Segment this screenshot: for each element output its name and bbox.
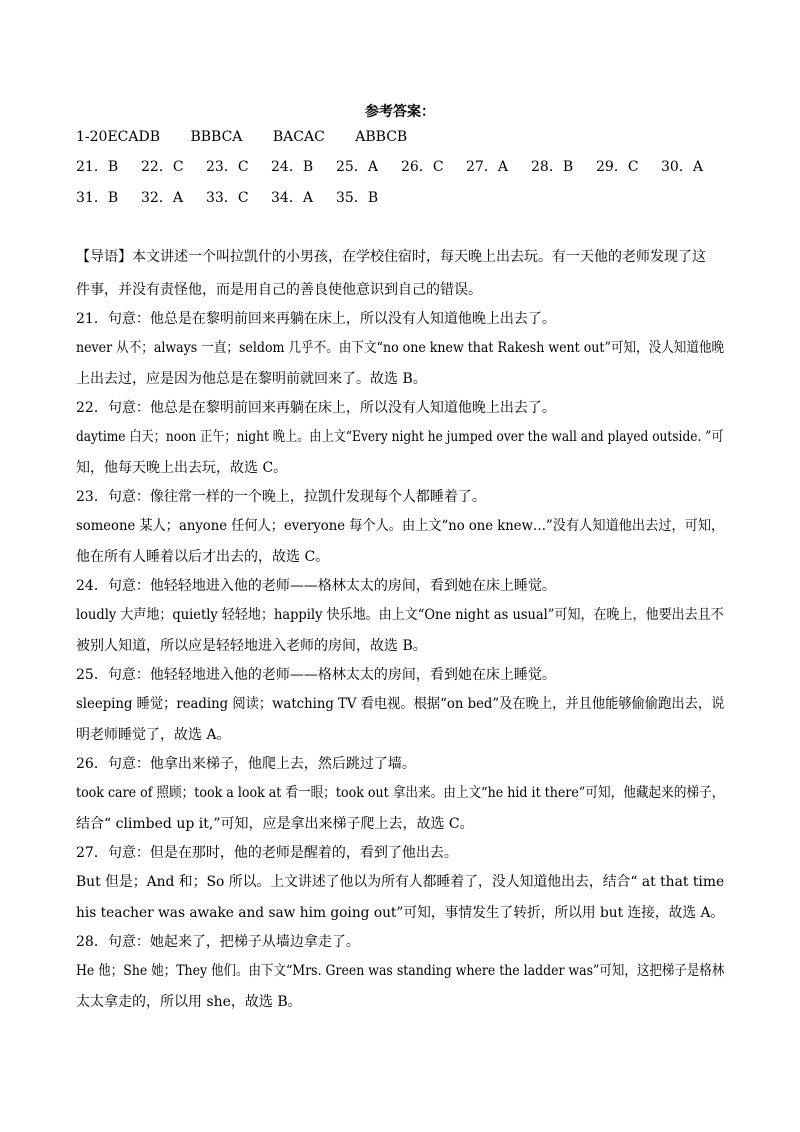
text-line: 24．句意：他轻轻地进入他的老师——格林太太的房间，看到她在床上睡觉。	[76, 578, 556, 594]
text-line: 件事，并没有责怪他，而是用自己的善良使他意识到自己的错误。	[76, 282, 482, 298]
text-line: 23．句意：像往常一样的一个晚上，拉凯什发现每个人都睡着了。	[76, 489, 486, 505]
answer-cell: 26．C	[401, 159, 444, 175]
answer-cell: 25．A	[336, 159, 378, 175]
answer-row-3	[76, 189, 401, 207]
text-line: daytime 白天；noon 正午；night 晚上。由上文“Every night he jumped over the wall and played outside. ”可	[76, 429, 724, 445]
text-line: 上出去过，应是因为他总是在黎明前就回来了。故选 B。	[76, 371, 427, 387]
text-line: loudly 大声地；quietly 轻轻地；happily 快乐地。由上文“One night as usual”可知，在晚上，他要出去且不	[76, 607, 724, 623]
text-line: 被别人知道，所以应是轻轻地进入老师的房间，故选 B。	[76, 638, 427, 654]
text-line: He 他；She 她；They 他们。由下文“Mrs. Green was standing where the ladder was”可知，这把梯子是格林	[76, 963, 725, 979]
text-line: But 但是；And 和；So 所以。上文讲述了他以为所有人都睡着了，没人知道他出去，结合“ at that time	[76, 874, 725, 890]
answer-row-2	[76, 158, 726, 176]
text-line: 25．句意：他轻轻地进入他的老师——格林太太的房间，看到她在床上睡觉。	[76, 667, 556, 683]
answer-cell: ABBCB	[355, 129, 408, 145]
text-line: 明老师睡觉了，故选 A。	[76, 727, 231, 743]
page-title: 参考答案：	[365, 104, 435, 120]
text-line: 知，他每天晚上出去玩，故选 C。	[76, 460, 288, 476]
answer-cell: 30．A	[661, 159, 703, 175]
answer-cell: 32．A	[141, 190, 183, 206]
text-line: 他在所有人睡着以后才出去的，故选 C。	[76, 549, 330, 565]
answer-cell: 28．B	[531, 159, 574, 175]
text-line: 【导语】本文讲述一个叫拉凯什的小男孩，在学校住宿时，每天晚上出去玩。有一天他的老师发现了这	[76, 249, 706, 265]
answer-cell: 35．B	[336, 190, 379, 206]
answer-cell: 23．C	[206, 159, 249, 175]
text-line: 26．句意：他拿出来梯子，他爬上去，然后跳过了墙。	[76, 756, 416, 772]
answer-cell: 27．A	[466, 159, 508, 175]
answer-cell: BACAC	[272, 129, 325, 145]
text-line: took care of 照顾；took a look at 看一眼；took out 拿出来。由上文“he hid it there”可知，他藏起来的梯子，	[76, 785, 725, 801]
text-line: 22．句意：他总是在黎明前回来再躺在床上，所以没有人知道他晚上出去了。	[76, 400, 556, 416]
answer-cell: 22．C	[141, 159, 184, 175]
answer-cell: 1-20ECADB	[76, 129, 161, 145]
answer-row-1	[76, 128, 433, 146]
text-line: never 从不；always 一直；seldom 几乎不。由下文“no one knew that Rakesh went out”可知，没人知道他晚	[76, 340, 725, 356]
answer-cell: 34．A	[271, 190, 313, 206]
answer-cell: 21．B	[76, 159, 119, 175]
text-line: someone 某人；anyone 任何人；everyone 每个人。由上文“no one knew…”没有人知道他出去过，可知，	[76, 518, 725, 534]
answer-cell: 31．B	[76, 190, 119, 206]
text-line: 28．句意：她起来了，把梯子从墙边拿走了。	[76, 934, 360, 950]
answer-cell: 24．B	[271, 159, 314, 175]
text-line: his teacher was awake and saw him going out”可知，事情发生了转折，所以用 but 连接，故选 A。	[76, 905, 725, 921]
text-line: 21．句意：他总是在黎明前回来再躺在床上，所以没有人知道他晚上出去了。	[76, 311, 556, 327]
text-line: sleeping 睡觉；reading 阅读；watching TV 看电视。根据“on bed”及在晚上，并且他能够偷偷跑出去，说	[76, 696, 725, 712]
answer-cell: 33．C	[206, 190, 249, 206]
answer-cell: 29．C	[596, 159, 639, 175]
answer-cell: BBBCA	[190, 129, 243, 145]
text-line: 太太拿走的，所以用 she，故选 B。	[76, 994, 302, 1010]
text-line: 结合“ climbed up it,”可知，应是拿出来梯子爬上去，故选 C。	[76, 816, 474, 832]
text-line: 27．句意：但是在那时，他的老师是醒着的，看到了他出去。	[76, 845, 458, 861]
